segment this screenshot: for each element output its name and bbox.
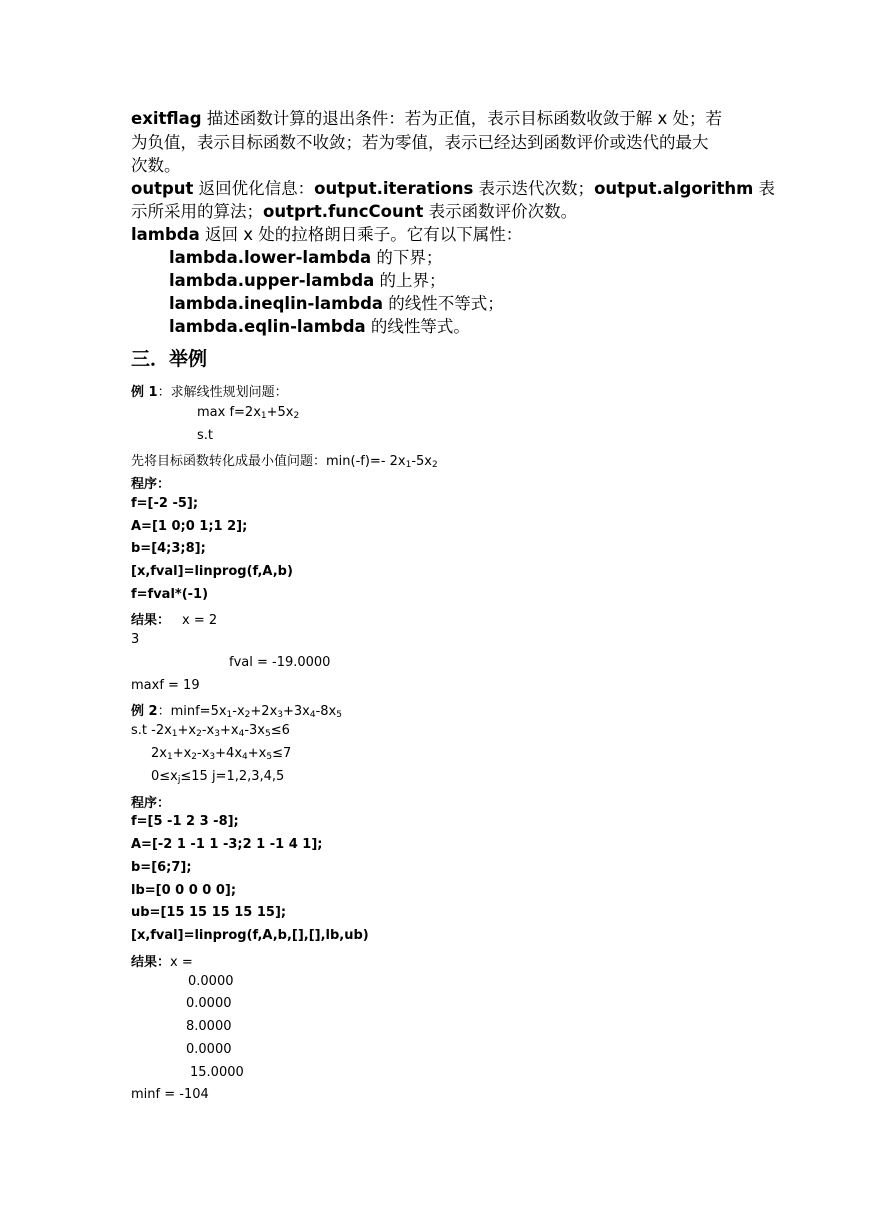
example1-convert: 先将目标函数转化成最小值问题：min(-f)=- $2x_1-5x_2$ <box>131 454 438 470</box>
exitflag-term: exitflag <box>131 109 202 128</box>
example1-result-fval: fval = -19.0000 <box>229 655 331 670</box>
lambda-line: lambda 返回 x 处的拉格朗日乘子。它有以下属性： <box>131 225 523 244</box>
example1-intro: 例 1：求解线性规划问题： <box>131 385 288 400</box>
code-line: b=[6;7]; <box>131 860 192 875</box>
exitflag-line-2: 为负值，表示目标函数不收敛；若为零值，表示已经达到函数评价或迭代的最大 <box>131 133 709 152</box>
output-term: output <box>131 179 194 198</box>
example2-constraint-2: $2x_1+x_2-x_3+4x_4+x_5\le 7$ <box>151 746 292 762</box>
example2-label: 例 2 <box>131 704 158 719</box>
lambda-item: lambda.upper-lambda 的上界； <box>169 271 446 290</box>
example1-program-label: 程序： <box>131 477 171 492</box>
x-value: 0.0000 <box>188 974 234 989</box>
code-line: A=[-2 1 -1 1 -3;2 1 -1 4 1]; <box>131 837 323 852</box>
example2-constraint-1: s.t $-2x_1+x_2-x_3+x_4-3x_5\le 6$ <box>131 723 290 739</box>
example2-result: 结果：x = <box>131 955 193 970</box>
code-line: [x,fval]=linprog(f,A,b) <box>131 564 293 579</box>
code-line: f=fval*(-1) <box>131 587 209 602</box>
code-line: lb=[0 0 0 0 0]; <box>131 883 237 898</box>
example1-result-maxf: maxf = 19 <box>131 678 200 693</box>
output-algorithm-term: output.algorithm <box>594 179 754 198</box>
x-value: 8.0000 <box>186 1019 232 1034</box>
x-value: 0.0000 <box>186 1042 232 1057</box>
result-label: 结果： <box>131 955 171 970</box>
lambda-item: lambda.lower-lambda 的下界； <box>169 248 443 267</box>
code-line: [x,fval]=linprog(f,A,b,[],[],lb,ub) <box>131 928 369 943</box>
funccount-term: outprt.funcCount <box>263 202 424 221</box>
example1-result-x2: 3 <box>131 632 140 647</box>
exitflag-line-3: 次数。 <box>131 156 181 175</box>
lambda-item: lambda.eqlin-lambda 的线性等式。 <box>169 317 470 336</box>
lambda-term: lambda <box>131 225 200 244</box>
code-line: f=[-2 -5]; <box>131 496 199 511</box>
result-label: 结果： <box>131 613 171 628</box>
example2-objective: 例 2：$\min f=5x_1-x_2+2x_3+3x_4-8x_5$ <box>131 704 342 720</box>
code-line: f=[5 -1 2 3 -8]; <box>131 814 239 829</box>
example2-constraint-3: $0\le x_j\le 15$ j=1,2,3,4,5 <box>151 769 285 785</box>
x-value: 0.0000 <box>186 996 232 1011</box>
code-line: ub=[15 15 15 15 15]; <box>131 905 287 920</box>
code-line: b=[4;3;8]; <box>131 541 206 556</box>
code-line: A=[1 0;0 1;1 2]; <box>131 519 248 534</box>
example2-program-label: 程序： <box>131 796 171 811</box>
example1-result: 结果： x = 2 <box>131 613 218 628</box>
output-iterations-term: output.iterations <box>314 179 474 198</box>
example1-label: 例 1 <box>131 385 158 400</box>
example1-st: s.t <box>197 428 214 443</box>
exitflag-line-1: exitflag 描述函数计算的退出条件：若为正值，表示目标函数收敛于解 x 处；若 <box>131 109 723 128</box>
lambda-item: lambda.ineqlin-lambda 的线性不等式； <box>169 294 504 313</box>
example2-result-minf: minf = -104 <box>131 1087 209 1102</box>
example1-objective: $\max f=2x_1+5x_2$ <box>197 405 300 421</box>
output-line-1: output 返回优化信息：output.iterations 表示迭代次数；output.algorithm 表 <box>131 179 776 198</box>
section-heading: 三．举例 <box>131 348 208 370</box>
x-value: 15.0000 <box>190 1065 244 1080</box>
output-line-2: 示所采用的算法；outprt.funcCount 表示函数评价次数。 <box>131 202 578 221</box>
